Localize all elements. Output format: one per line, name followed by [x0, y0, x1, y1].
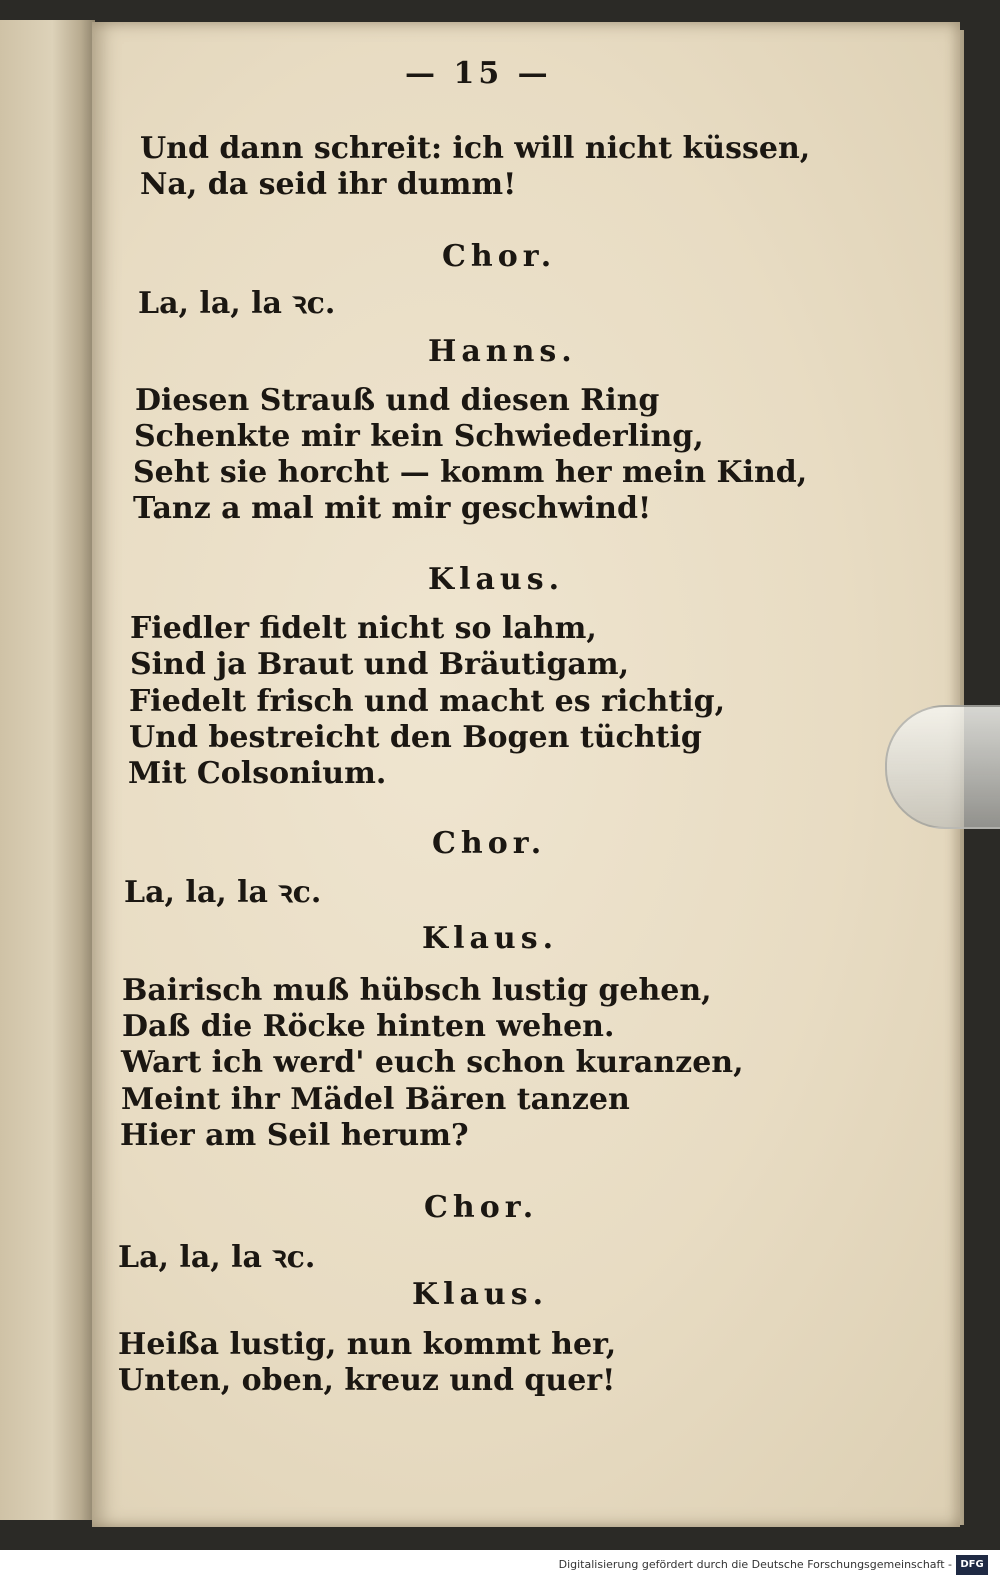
- verse-line: Diesen Strauß und diesen Ring: [135, 383, 660, 418]
- verse-line: Schenkte mir kein Schwiederling,: [134, 419, 704, 454]
- verse-line: Meint ihr Mädel Bären tanzen: [121, 1082, 630, 1117]
- speaker-heading: Klaus.: [422, 921, 559, 956]
- verse-line: Daß die Röcke hinten wehen.: [122, 1009, 615, 1044]
- verse-line: Und bestreicht den Bogen tüchtig: [129, 720, 702, 755]
- verse-line: Tanz a mal mit mir geschwind!: [133, 491, 652, 526]
- verse-line: Fiedelt frisch und macht es richtig,: [129, 684, 726, 719]
- speaker-heading: Hanns.: [428, 334, 577, 369]
- verse-line: Hier am Seil herum?: [120, 1118, 469, 1153]
- verse-line: Sind ja Braut und Bräutigam,: [130, 647, 630, 682]
- digitization-credit: Digitalisierung gefördert durch die Deutsche Forschungsgemeinschaft -: [558, 1558, 952, 1571]
- speaker-heading: Klaus.: [428, 562, 565, 597]
- speaker-heading: Chor.: [442, 239, 557, 274]
- verse-line: Bairisch muß hübsch lustig gehen,: [122, 973, 712, 1008]
- verse-line: Unten, oben, kreuz und quer!: [118, 1363, 616, 1398]
- verse-line: La, la, la ꝛc.: [138, 286, 336, 321]
- page-holder-clip: [885, 705, 1000, 829]
- speaker-heading: Klaus.: [412, 1277, 549, 1312]
- speaker-heading: Chor.: [432, 826, 547, 861]
- facing-page-edge: [0, 20, 95, 1520]
- dfg-logo: DFG: [956, 1555, 988, 1575]
- verse-line: Wart ich werd' euch schon kuranzen,: [121, 1045, 744, 1080]
- speaker-heading: Chor.: [424, 1190, 539, 1225]
- verse-line: Und dann schreit: ich will nicht küssen,: [140, 131, 811, 166]
- verse-line: Mit Colsonium.: [128, 756, 387, 791]
- verse-line: Fiedler fidelt nicht so lahm,: [130, 611, 597, 646]
- verse-line: Seht sie horcht — komm her mein Kind,: [133, 455, 808, 490]
- verse-line: Heißa lustig, nun kommt her,: [118, 1327, 617, 1362]
- page-number: — 15 —: [405, 56, 552, 91]
- verse-line: La, la, la ꝛc.: [118, 1240, 316, 1275]
- verse-line: La, la, la ꝛc.: [124, 875, 322, 910]
- verse-line: Na, da seid ihr dumm!: [140, 167, 517, 202]
